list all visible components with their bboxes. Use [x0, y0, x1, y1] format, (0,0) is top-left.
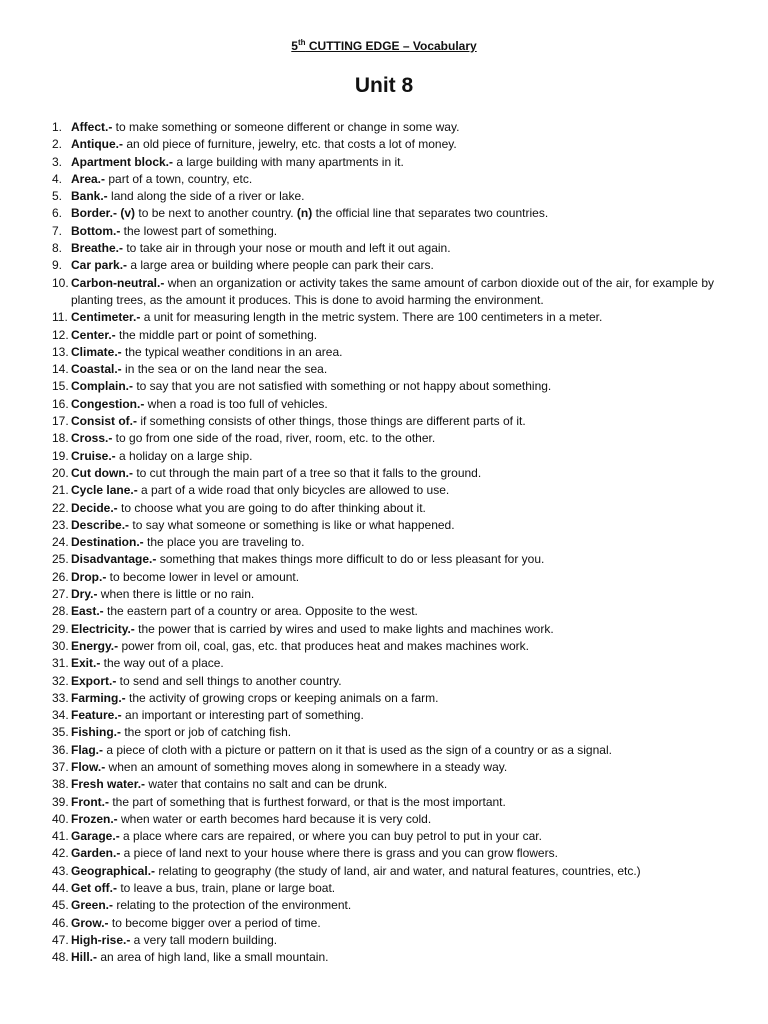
entry-definition: a unit for measuring length in the metric system. There are 100 centimeters in a meter.	[140, 310, 603, 325]
vocab-entry	[52, 413, 714, 430]
entry-definition: water that contains no salt and can be drunk.	[145, 777, 388, 792]
entry-definition: to become lower in level or amount.	[106, 569, 300, 584]
entry-term: Energy.-	[71, 638, 119, 653]
vocabulary-list	[52, 119, 714, 967]
entry-number: 15.	[52, 379, 69, 394]
entry-term: Frozen.-	[71, 811, 118, 826]
entry-term: Affect.-	[71, 120, 113, 134]
entry-term: High-rise.-	[71, 932, 131, 947]
entry-term: Garden.-	[71, 846, 121, 861]
entry-definition: a holiday on a large ship.	[115, 448, 253, 463]
entry-definition: the eastern part of a country or area. Opposite to the west.	[103, 604, 418, 619]
entry-number: 31.	[52, 656, 69, 671]
vocab-entry	[52, 344, 714, 361]
entry-number: 19.	[52, 448, 69, 463]
vocab-entry	[52, 154, 714, 171]
entry-term: Export.-	[71, 673, 117, 688]
entry-definition: to go from one side of the road, river, room, etc. to the other.	[112, 431, 436, 446]
entry-number: 45.	[52, 898, 69, 913]
entry-number: 8.	[52, 241, 63, 256]
entry-term: Centimeter.-	[71, 310, 141, 325]
entry-definition: to say what someone or something is like or what happened.	[129, 517, 455, 532]
entry-number: 6.	[52, 206, 63, 221]
entry-term: Drop.-	[71, 569, 107, 584]
entry-definition: a very tall modern building.	[130, 932, 278, 947]
vocab-entry	[52, 742, 714, 759]
entry-number: 18.	[52, 431, 69, 446]
entry-term: Cross.-	[71, 431, 113, 446]
vocab-entry	[52, 845, 714, 862]
entry-definition: to become bigger over a period of time.	[108, 915, 321, 930]
entry-term: Center.-	[71, 327, 116, 342]
vocab-entry	[52, 638, 714, 655]
entry-definition: to send and sell things to another country.	[116, 673, 342, 688]
entry-number: 11.	[52, 310, 68, 325]
entry-term: Flow.-	[71, 759, 106, 774]
entry-definition: relating to geography (the study of land, air and water, and natural features, countries, etc.)	[155, 863, 641, 878]
entry-term: Breathe.-	[71, 241, 124, 256]
entry-term: Climate.-	[71, 344, 122, 359]
entry-definition: something that makes things more difficult to do or less pleasant for you.	[156, 552, 545, 567]
entry-term: Front.-	[71, 794, 109, 809]
entry-number: 22.	[52, 500, 69, 515]
entry-term: Border.-	[71, 206, 118, 221]
entry-term: Exit.-	[71, 656, 101, 671]
entry-term: Garage.-	[71, 829, 120, 844]
entry-term: Cruise.-	[71, 448, 116, 463]
entry-term: Destination.-	[71, 535, 144, 550]
entry-term: Get off.-	[71, 881, 117, 896]
vocab-entry	[52, 794, 714, 811]
entry-definition: an area of high land, like a small mountain.	[97, 950, 329, 965]
entry-definition: when water or earth becomes hard because it is very cold.	[117, 811, 432, 826]
vocab-entry	[52, 655, 714, 672]
vocab-entry	[52, 828, 714, 845]
vocab-entry	[52, 621, 714, 638]
entry-definition: the typical weather conditions in an area.	[121, 344, 343, 359]
entry-number: 38.	[52, 777, 69, 792]
vocab-entry	[52, 551, 714, 568]
entry-definition: when a road is too full of vehicles.	[144, 396, 328, 411]
entry-term: Grow.-	[71, 915, 109, 930]
document-header	[0, 38, 768, 53]
entry-number: 46.	[52, 915, 69, 930]
entry-number: 9.	[52, 258, 63, 273]
entry-term: Carbon-neutral.-	[71, 275, 165, 290]
entry-definition: the activity of growing crops or keeping animals on a farm.	[125, 690, 439, 705]
entry-number: 40.	[52, 811, 69, 826]
vocab-entry	[52, 430, 714, 447]
entry-term: Area.-	[71, 171, 106, 186]
vocab-entry	[52, 136, 714, 153]
entry-term: Congestion.-	[71, 396, 145, 411]
entry-term: Hill.-	[71, 950, 97, 965]
entry-definition: to say that you are not satisfied with something or not happy about something.	[133, 379, 552, 394]
entry-number: 16.	[52, 396, 69, 411]
entry-number: 42.	[52, 846, 69, 861]
vocab-entry	[52, 188, 714, 205]
entry-definition: the sport or job of catching fish.	[121, 725, 292, 740]
vocab-entry	[52, 465, 714, 482]
entry-number: 32.	[52, 673, 69, 688]
entry-term: Describe.-	[71, 517, 130, 532]
entry-term: Fishing.-	[71, 725, 121, 740]
vocab-entry	[52, 396, 714, 413]
entry-definition: in the sea or on the land near the sea.	[121, 362, 328, 377]
entry-definition: land along the side of a river or lake.	[107, 189, 305, 204]
entry-term: Electricity.-	[71, 621, 135, 636]
entry-number: 2.	[52, 137, 63, 152]
entry-term: Flag.-	[71, 742, 103, 757]
entry-number: 20.	[52, 465, 69, 480]
grade-number: 5	[291, 39, 298, 53]
entry-number: 43.	[52, 863, 69, 878]
entry-number: 7.	[52, 223, 63, 238]
vocab-entry	[52, 119, 714, 136]
entry-number: 35.	[52, 725, 69, 740]
entry-number: 4.	[52, 171, 63, 186]
vocab-entry	[52, 534, 714, 551]
part-of-speech: (v)	[120, 206, 136, 221]
vocab-entry	[52, 863, 714, 880]
entry-definition: to make something or someone different or change in some way.	[112, 120, 460, 134]
entry-term: Fresh water.-	[71, 777, 146, 792]
vocab-entry	[52, 569, 714, 586]
vocab-entry	[52, 949, 714, 966]
entry-number: 48.	[52, 950, 69, 965]
entry-definition: relating to the protection of the environment.	[113, 898, 352, 913]
vocab-entry	[52, 275, 714, 310]
entry-definition: when there is little or no rain.	[97, 587, 255, 602]
vocab-entry	[52, 603, 714, 620]
entry-number: 47.	[52, 932, 69, 947]
entry-number: 13.	[52, 344, 69, 359]
entry-term: Cut down.-	[71, 465, 133, 480]
entry-term: Cycle lane.-	[71, 483, 138, 498]
vocab-entry	[52, 205, 714, 222]
entry-number: 26.	[52, 569, 69, 584]
header-text: CUTTING EDGE – Vocabulary	[305, 39, 477, 53]
entry-term: Geographical.-	[71, 863, 156, 878]
entry-definition: to choose what you are going to do after thinking about it.	[117, 500, 426, 515]
entry-definition: the power that is carried by wires and used to make lights and machines work.	[134, 621, 554, 636]
entry-term: Coastal.-	[71, 362, 122, 377]
entry-definition: if something consists of other things, those things are different parts of it.	[137, 414, 526, 429]
entry-definition: to cut through the main part of a tree so that it falls to the ground.	[132, 465, 482, 480]
entry-term: Dry.-	[71, 587, 98, 602]
entry-definition: part of a town, country, etc.	[105, 171, 253, 186]
entry-term: Complain.-	[71, 379, 133, 394]
entry-definition: the middle part or point of something.	[115, 327, 318, 342]
entry-term: East.-	[71, 604, 104, 619]
entry-term: Bank.-	[71, 189, 108, 204]
entry-definition: power from oil, coal, gas, etc. that produces heat and makes machines work.	[118, 638, 529, 653]
entry-definition: the lowest part of something.	[120, 223, 278, 238]
entry-definition: a large building with many apartments in it.	[173, 154, 404, 169]
entry-number: 41.	[52, 829, 69, 844]
grade-ordinal: th	[297, 38, 306, 47]
vocab-entry	[52, 500, 714, 517]
vocab-entry	[52, 673, 714, 690]
entry-term: Decide.-	[71, 500, 118, 515]
entry-number: 39.	[52, 794, 69, 809]
page-title: Unit 8	[354, 74, 414, 97]
entry-definition: a piece of cloth with a picture or pattern on it that is used as the sign of a country or as a signal.	[103, 742, 612, 757]
entry-definition: to leave a bus, train, plane or large boat.	[117, 881, 336, 896]
entry-number: 27.	[52, 587, 69, 602]
entry-term: Feature.-	[71, 708, 122, 723]
entry-term: Green.-	[71, 898, 114, 913]
vocab-entry	[52, 517, 714, 534]
entry-term: Farming.-	[71, 690, 126, 705]
entry-number: 24.	[52, 535, 69, 550]
entry-definition: when an amount of something moves along in somewhere in a steady way.	[105, 759, 508, 774]
entry-number: 37.	[52, 759, 69, 774]
entry-definition: a piece of land next to your house where there is grass and you can grow flowers.	[120, 846, 558, 861]
entry-term: Antique.-	[71, 137, 123, 152]
entry-number: 5.	[52, 189, 63, 204]
entry-term: Bottom.-	[71, 223, 121, 238]
vocab-entry	[52, 690, 714, 707]
entry-number: 3.	[52, 154, 63, 169]
entry-number: 23.	[52, 517, 69, 532]
entry-number: 29.	[52, 621, 69, 636]
entry-definition: an important or interesting part of something.	[121, 708, 364, 723]
entry-number: 30.	[52, 638, 69, 653]
entry-definition: to be next to another country.	[135, 206, 297, 221]
vocab-entry	[52, 897, 714, 914]
vocab-entry	[52, 586, 714, 603]
part-of-speech: (n)	[296, 206, 313, 221]
vocab-entry	[52, 257, 714, 274]
entry-definition: a part of a wide road that only bicycles are allowed to use.	[137, 483, 450, 498]
entry-number: 14.	[52, 362, 69, 377]
entry-term: Disadvantage.-	[71, 552, 157, 567]
entry-definition: the way out of a place.	[100, 656, 224, 671]
entry-number: 34.	[52, 708, 69, 723]
vocab-entry	[52, 759, 714, 776]
vocab-entry	[52, 309, 714, 326]
vocab-entry	[52, 378, 714, 395]
vocab-entry	[52, 171, 714, 188]
entry-number: 33.	[52, 690, 69, 705]
entry-definition: a large area or building where people can park their cars.	[127, 258, 434, 273]
entry-definition: a place where cars are repaired, or where you can buy petrol to put in your car.	[119, 829, 542, 844]
entry-definition: the place you are traveling to.	[143, 535, 305, 550]
vocab-entry	[52, 776, 714, 793]
entry-definition: an old piece of furniture, jewelry, etc. that costs a lot of money.	[123, 137, 457, 152]
vocab-entry	[52, 327, 714, 344]
entry-number: 17.	[52, 414, 69, 429]
entry-number: 1.	[52, 120, 63, 134]
entry-number: 36.	[52, 742, 69, 757]
vocab-entry	[52, 915, 714, 932]
vocab-entry	[52, 361, 714, 378]
entry-definition: the part of something that is furthest forward, or that is the most important.	[109, 794, 506, 809]
vocab-entry	[52, 482, 714, 499]
entry-term: Car park.-	[71, 258, 128, 273]
entry-number: 10.	[52, 275, 69, 290]
entry-term: Apartment block.-	[71, 154, 174, 169]
entry-number: 25.	[52, 552, 69, 567]
entry-number: 28.	[52, 604, 69, 619]
vocab-entry	[52, 811, 714, 828]
vocab-entry	[52, 448, 714, 465]
vocab-entry	[52, 223, 714, 240]
entry-definition: when an organization or activity takes the same amount of carbon dioxide out of the air, for example by planting trees, as the amount it produces. This is done to avoid harming the environment.	[71, 275, 714, 307]
vocab-entry	[52, 932, 714, 949]
vocab-entry	[52, 707, 714, 724]
vocab-entry	[52, 724, 714, 741]
vocab-entry	[52, 240, 714, 257]
entry-definition: to take air in through your nose or mouth and left it out again.	[123, 241, 451, 256]
vocab-entry	[52, 880, 714, 897]
entry-number: 44.	[52, 881, 69, 896]
entry-number: 12.	[52, 327, 69, 342]
entry-number: 21.	[52, 483, 69, 498]
entry-definition: the official line that separates two countries.	[312, 206, 549, 221]
entry-term: Consist of.-	[71, 414, 137, 429]
